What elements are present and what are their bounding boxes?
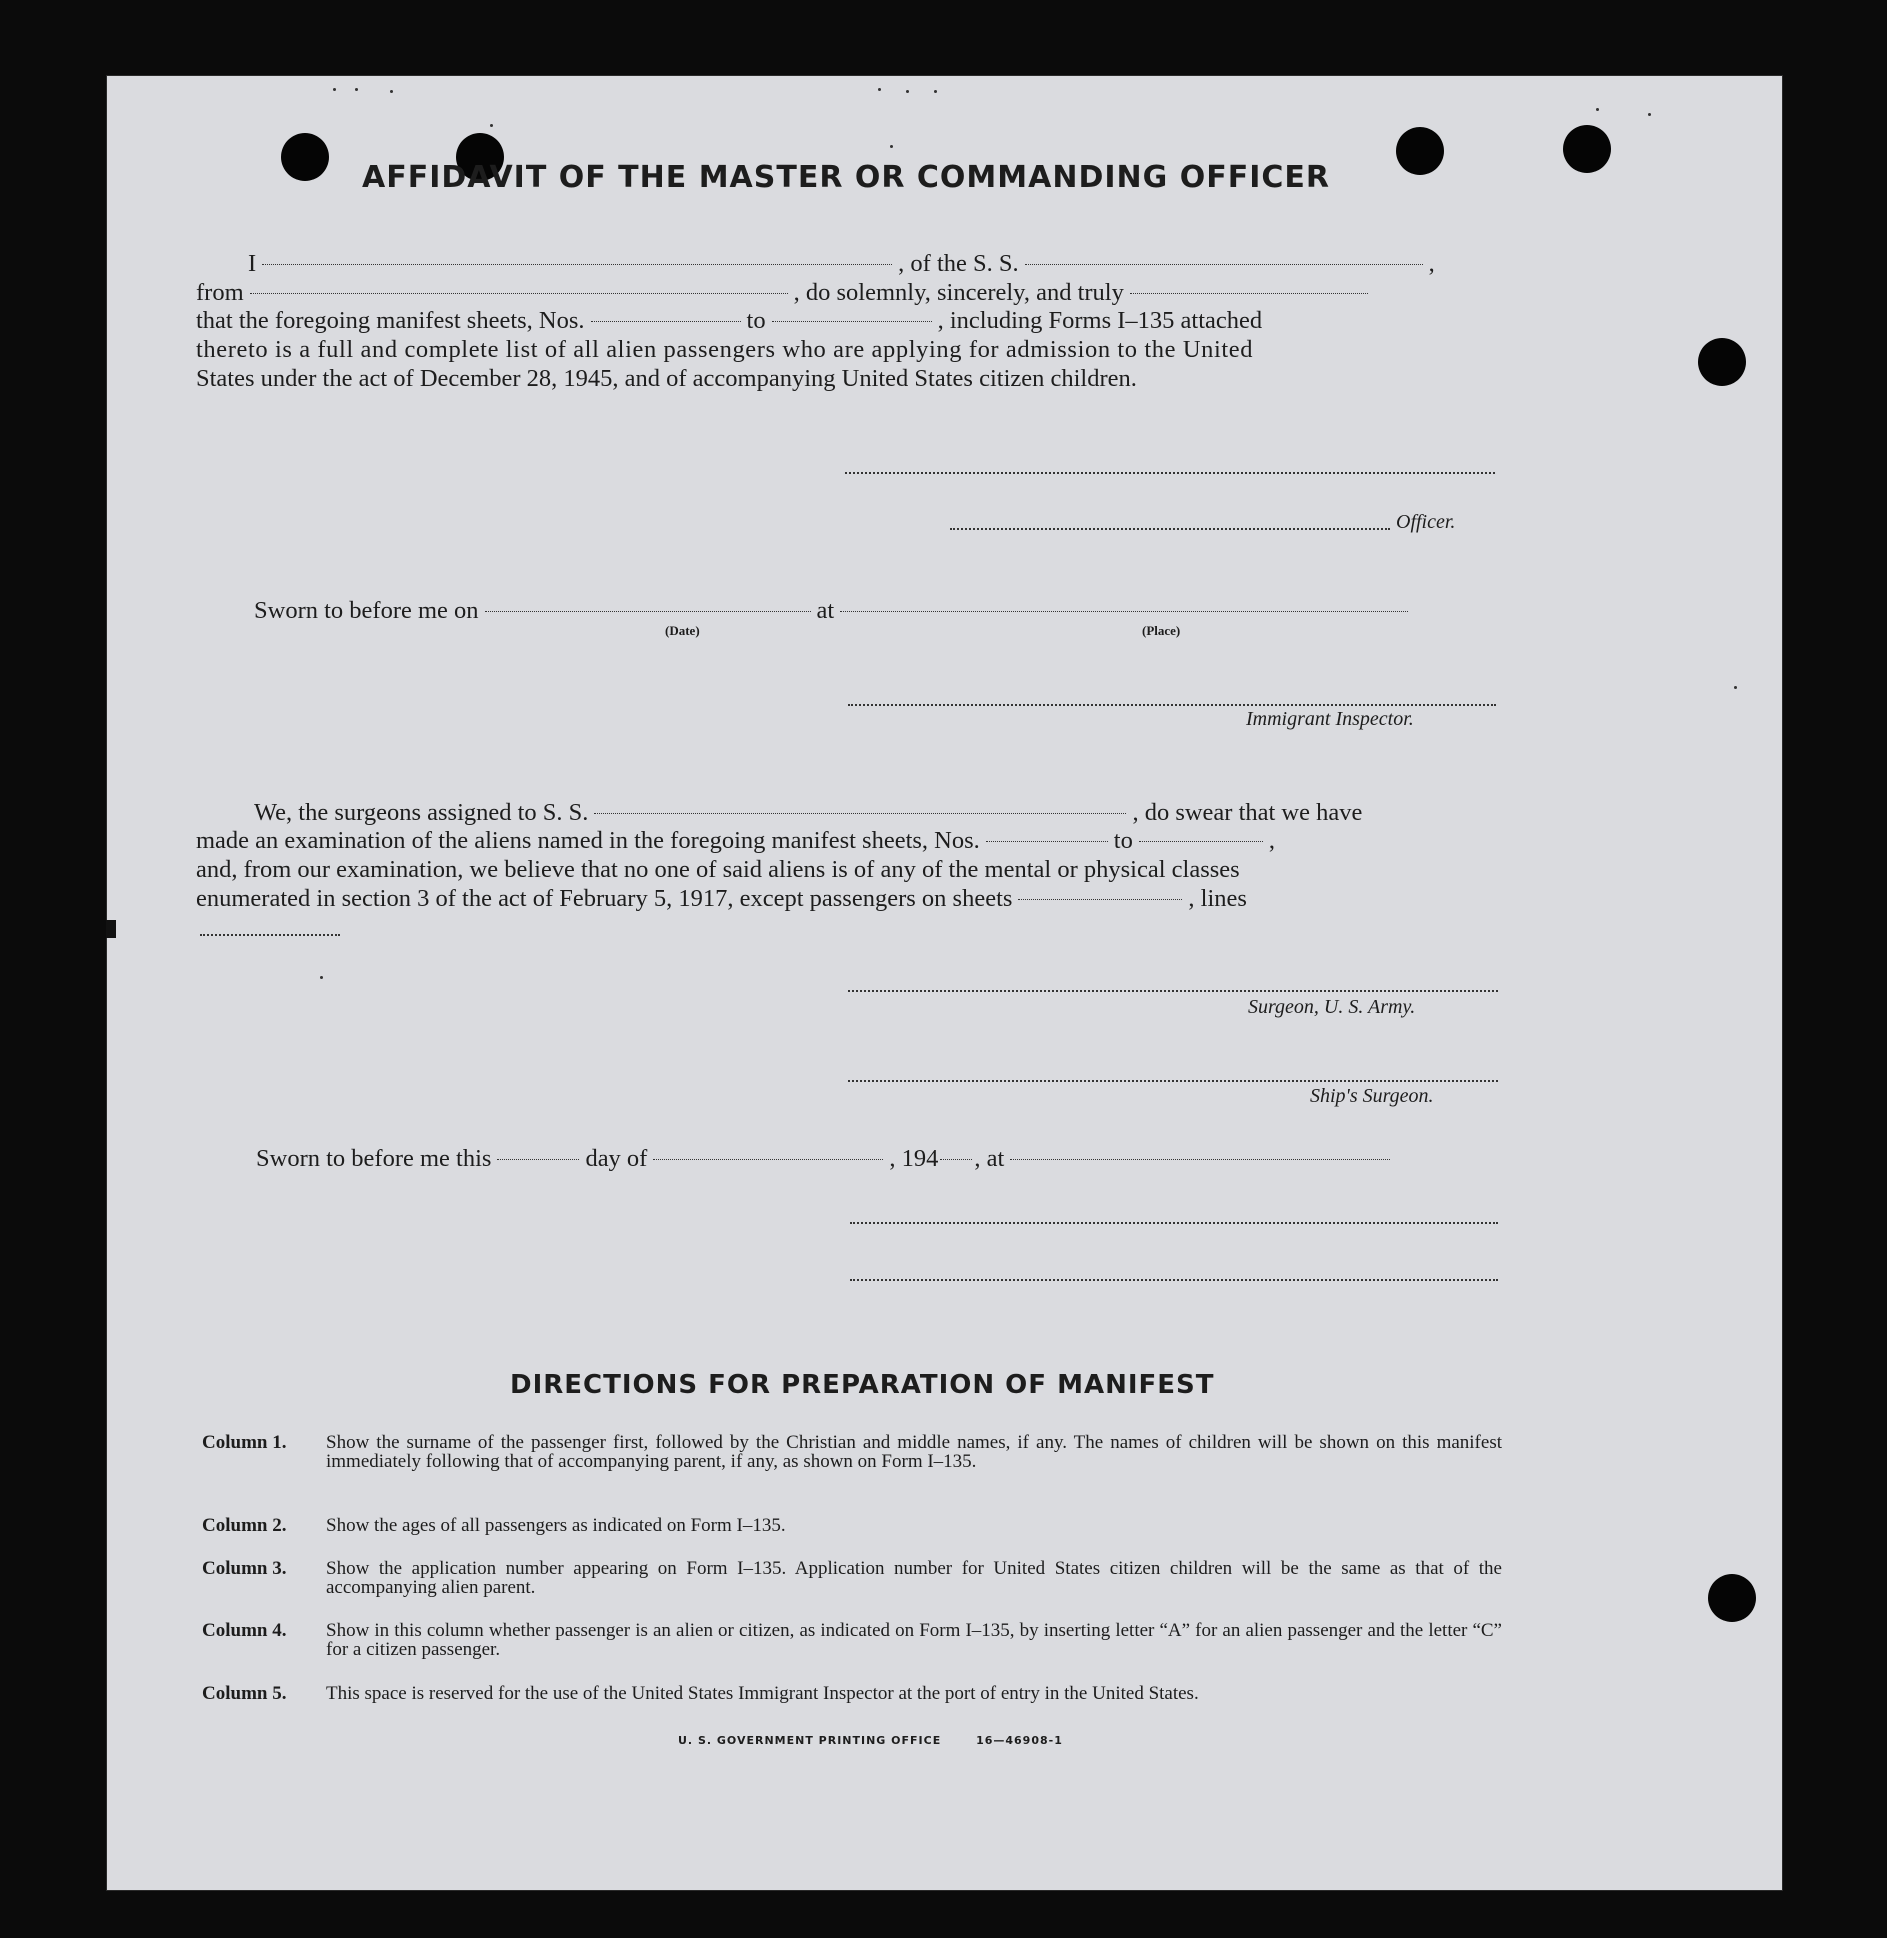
speck	[355, 88, 358, 91]
ship-blank	[1025, 263, 1423, 265]
lines-blank	[200, 934, 340, 936]
surgeons-text: , lines	[1188, 885, 1247, 912]
speck	[906, 90, 909, 93]
punch-hole	[1563, 125, 1611, 173]
speck	[890, 145, 893, 148]
inspector-label: Immigrant Inspector.	[1246, 708, 1414, 730]
directions-title: DIRECTIONS FOR PREPARATION OF MANIFEST	[510, 1370, 1215, 1400]
column-label: Column 1.	[202, 1432, 287, 1453]
sworn-line-2	[256, 1144, 1501, 1173]
affidavit-text: , do solemnly, sincerely, and truly	[793, 279, 1124, 306]
sheet-to-blank	[772, 320, 932, 322]
speck	[1596, 108, 1599, 111]
master-signature-line	[845, 472, 1495, 474]
speck	[1648, 113, 1651, 116]
direction-item	[202, 1433, 1502, 1493]
column-label: Column 2.	[202, 1515, 287, 1536]
punch-hole	[1708, 1574, 1756, 1622]
column-instruction: Show the ages of all passengers as indicated on Form I–135.	[326, 1515, 786, 1536]
direction-item	[202, 1559, 1502, 1599]
affidavit-line-4: thereto is a full and complete list of all alien passengers who are applying for admission to the United	[196, 336, 1254, 363]
punch-hole	[281, 133, 329, 181]
officer-signature-line	[950, 528, 1390, 530]
day-blank	[497, 1158, 579, 1160]
affidavit-text: , of the S. S.	[898, 250, 1019, 277]
punch-hole	[1698, 338, 1746, 386]
officer-label: Officer.	[1396, 511, 1456, 533]
speck	[1734, 686, 1737, 689]
form-code: 16—46908-1	[976, 1734, 1063, 1747]
army-surgeon-label: Surgeon, U. S. Army.	[1248, 996, 1416, 1018]
sworn-text: Sworn to before me on	[254, 597, 479, 624]
ship-surgeon-label: Ship's Surgeon.	[1310, 1085, 1434, 1107]
surgeons-text: made an examination of the aliens named in the foregoing manifest sheets, Nos.	[196, 827, 980, 854]
month-blank	[653, 1158, 883, 1160]
speck	[333, 88, 336, 91]
affidavit-text: , including Forms I–135 attached	[937, 307, 1263, 334]
place-label: (Place)	[1142, 623, 1181, 638]
surgeons-text: to	[1113, 827, 1133, 854]
surgeons-line-1	[196, 798, 1496, 827]
column-label: Column 3.	[202, 1558, 287, 1579]
affidavit-text: that the foregoing manifest sheets, Nos.	[196, 307, 585, 334]
surgeons-text: enumerated in section 3 of the act of February 5, 1917, except passengers on sheets	[196, 885, 1013, 912]
sworn-place-blank	[1010, 1158, 1390, 1160]
surgeon-sheet-from-blank	[986, 840, 1108, 842]
sworn-signature-line-2	[850, 1279, 1498, 1281]
column-instruction: This space is reserved for the use of the United States Immigrant Inspector at the port of entry in the United States.	[326, 1683, 1199, 1704]
affidavit-line-5: States under the act of December 28, 1945, and of accompanying United States citizen children.	[196, 365, 1137, 392]
direction-item	[202, 1516, 1502, 1538]
affidavit-line-2	[196, 278, 1496, 307]
column-instruction: Show in this column whether passenger is an alien or citizen, as indicated on Form I–135, by inserting letter “A” for an alien passenger and the letter “C” for a citizen passenger.	[326, 1620, 1502, 1660]
surgeons-text: , do swear that we have	[1132, 799, 1363, 826]
affidavit-text: to	[746, 307, 766, 334]
sworn-text: Sworn to before me this	[256, 1145, 492, 1172]
speck	[934, 90, 937, 93]
sworn-text: at	[816, 597, 835, 624]
affidavit-title: AFFIDAVIT OF THE MASTER OR COMMANDING OFFICER	[362, 160, 1330, 195]
affidavit-text: I	[248, 250, 257, 277]
column-label: Column 5.	[202, 1683, 287, 1704]
column-label: Column 4.	[202, 1620, 287, 1641]
affidavit-line-1	[196, 249, 1496, 278]
direction-item	[202, 1684, 1502, 1724]
surgeon-sheet-to-blank	[1139, 840, 1263, 842]
affidavit-text: ,	[1428, 250, 1435, 277]
sheet-from-blank	[591, 320, 741, 322]
surgeons-line-3: and, from our examination, we believe that no one of said aliens is of any of the mental or physical classes	[196, 856, 1240, 883]
edge-mark	[106, 920, 116, 938]
port-blank	[250, 292, 788, 294]
sworn-line-1	[254, 596, 1499, 625]
name-blank	[262, 263, 892, 265]
except-sheets-blank	[1018, 898, 1182, 900]
ship-surgeon-signature-line	[848, 1080, 1498, 1082]
column-instruction: Show the application number appearing on Form I–135. Application number for United States citizen children will be the same as that of the accompanying alien parent.	[326, 1558, 1502, 1598]
inspector-signature-line	[848, 704, 1496, 706]
year-blank	[940, 1158, 972, 1160]
sworn-text: day of	[585, 1145, 648, 1172]
sworn-text: , at	[974, 1145, 1005, 1172]
affidavit-line-3	[196, 306, 1496, 335]
speck	[878, 88, 881, 91]
place-blank	[840, 610, 1408, 612]
date-blank	[485, 610, 811, 612]
sworn-signature-line-1	[850, 1222, 1498, 1224]
surgeon-ship-blank	[594, 812, 1126, 814]
column-instruction: Show the surname of the passenger first, followed by the Christian and middle names, if any. The names of children will be shown on this manifest immediately following that of accompanying parent, if any, as shown on Form I–135.	[326, 1432, 1502, 1472]
surgeons-line-4	[196, 884, 1496, 913]
oath-blank	[1130, 292, 1368, 294]
speck	[490, 124, 493, 127]
punch-hole	[1396, 127, 1444, 175]
printer-imprint	[678, 1734, 1063, 1747]
date-label: (Date)	[665, 623, 700, 638]
surgeons-text: ,	[1268, 827, 1275, 854]
direction-item	[202, 1621, 1502, 1661]
speck	[390, 90, 393, 93]
printer-name: U. S. GOVERNMENT PRINTING OFFICE	[678, 1734, 942, 1747]
surgeons-text: We, the surgeons assigned to S. S.	[254, 799, 589, 826]
sworn-text: , 194	[889, 1145, 939, 1172]
speck	[320, 976, 323, 979]
affidavit-text: from	[196, 279, 244, 306]
surgeons-line-2	[196, 826, 1496, 855]
army-surgeon-signature-line	[848, 990, 1498, 992]
